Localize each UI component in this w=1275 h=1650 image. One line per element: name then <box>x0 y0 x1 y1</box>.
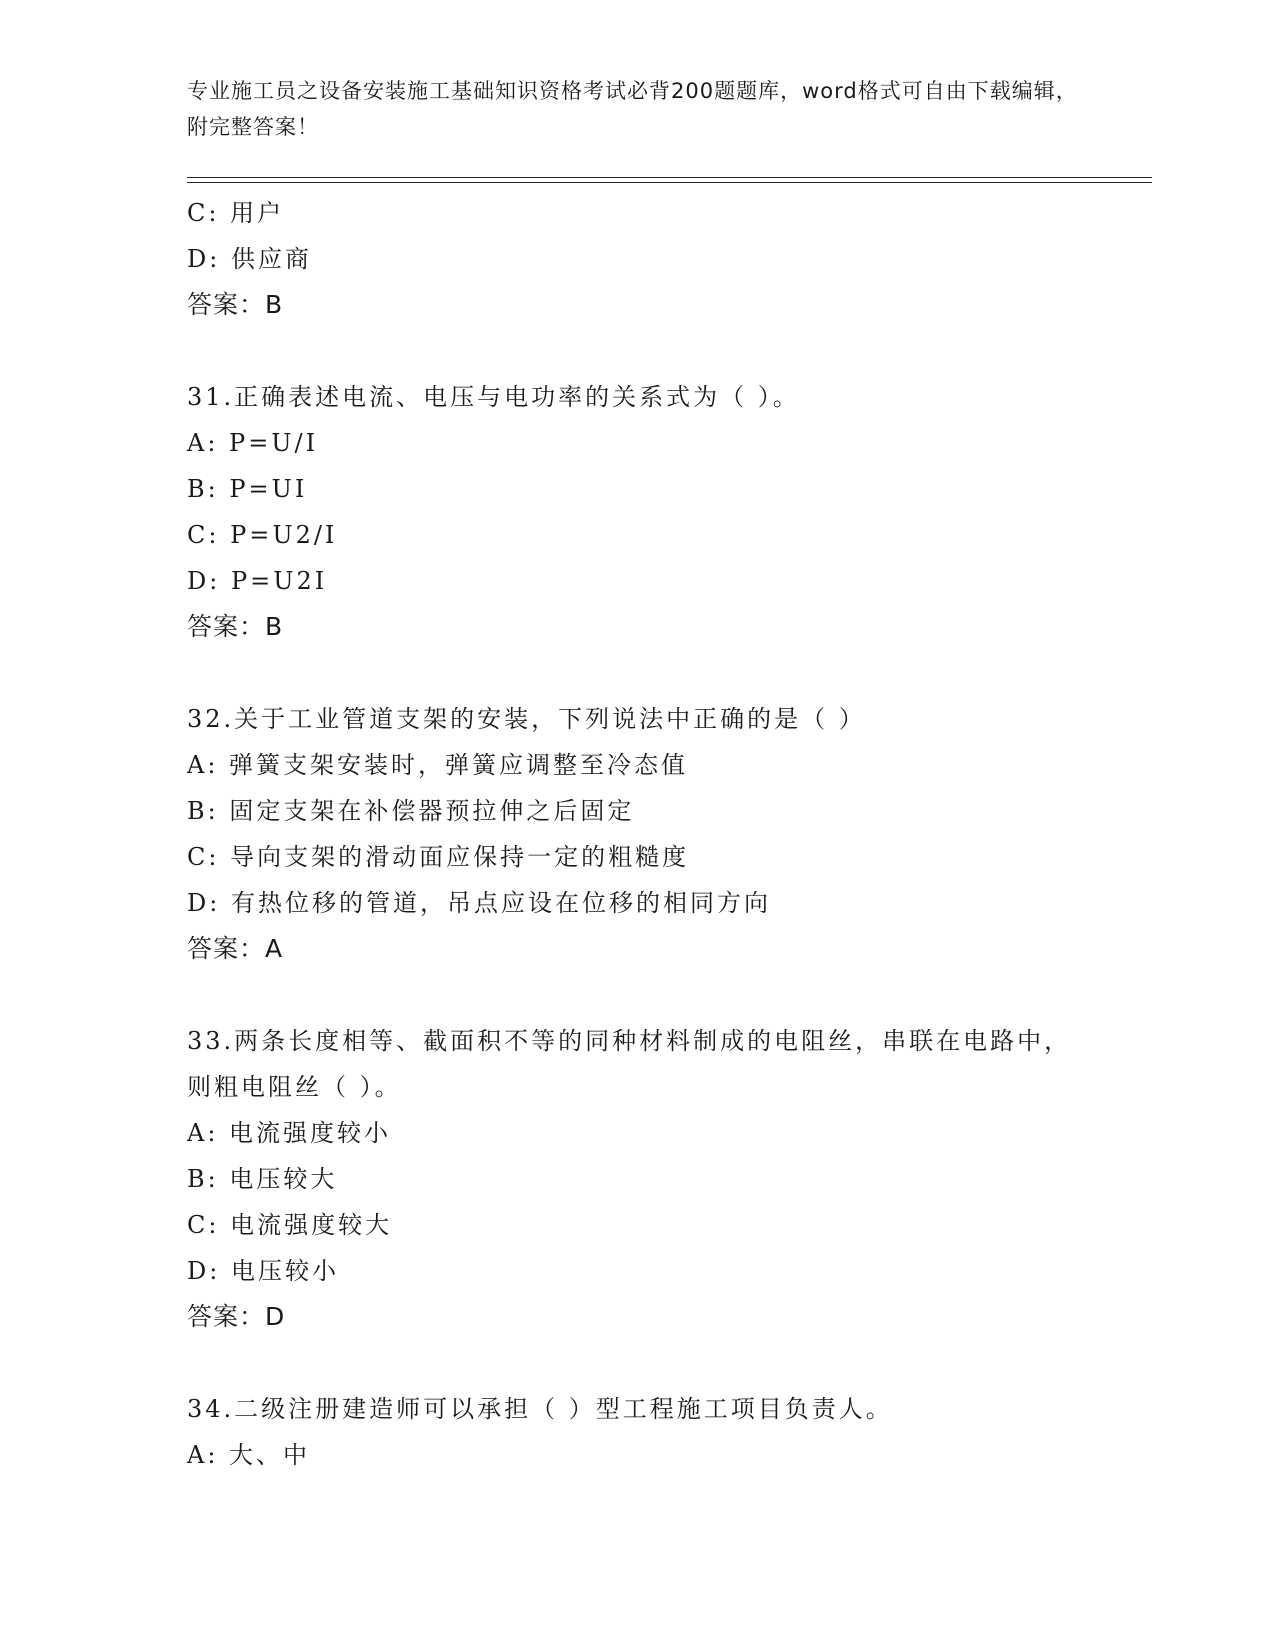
question-stem: 31.正确表述电流、电压与电功率的关系式为（ ）。 <box>187 383 800 411</box>
option-a: A: 弹簧支架安装时，弹簧应调整至冷态值 <box>187 751 689 779</box>
spacer <box>187 972 1087 1018</box>
header-divider-top <box>187 177 1152 178</box>
spacer <box>187 328 1087 374</box>
option-a: A: 大、中 <box>187 1441 311 1469</box>
option-b: B: 电压较大 <box>187 1165 338 1193</box>
option-b: B: P=UI <box>187 475 308 503</box>
option-c: C: 电流强度较大 <box>187 1211 393 1239</box>
answer-line: 答案：D <box>187 1302 286 1331</box>
question-stem: 33.两条长度相等、截面积不等的同种材料制成的电阻丝，串联在电路中，则粗电阻丝（ ）。 <box>187 1027 1072 1101</box>
option-a: A: 电流强度较小 <box>187 1119 392 1147</box>
option-d: D: 有热位移的管道，吊点应设在位移的相同方向 <box>187 889 771 917</box>
question-stem: 34.二级注册建造师可以承担（ ）型工程施工项目负责人。 <box>187 1395 893 1423</box>
page-header-title: 专业施工员之设备安装施工基础知识资格考试必背200题题库，word格式可自由下载编辑，附完整答案！ <box>187 79 1078 139</box>
spacer <box>187 1340 1087 1386</box>
option-b: B: 固定支架在补偿器预拉伸之后固定 <box>187 797 635 825</box>
answer-line: 答案：B <box>187 612 284 641</box>
option-d: D: 电压较小 <box>187 1257 339 1285</box>
option-d: D: P=U2I <box>187 567 328 595</box>
question-stem: 32.关于工业管道支架的安装，下列说法中正确的是（ ） <box>187 705 866 733</box>
question-content <box>187 190 1087 1478</box>
option-a: A: P=U/I <box>187 429 319 457</box>
option-c: C: 用户 <box>187 199 285 227</box>
option-d: D: 供应商 <box>187 245 312 273</box>
option-c: C: P=U2/I <box>187 521 338 549</box>
answer-line: 答案：B <box>187 290 284 319</box>
answer-line: 答案：A <box>187 934 284 963</box>
header-divider-bottom <box>187 182 1152 183</box>
spacer <box>187 650 1087 696</box>
option-c: C: 导向支架的滑动面应保持一定的粗糙度 <box>187 843 690 871</box>
